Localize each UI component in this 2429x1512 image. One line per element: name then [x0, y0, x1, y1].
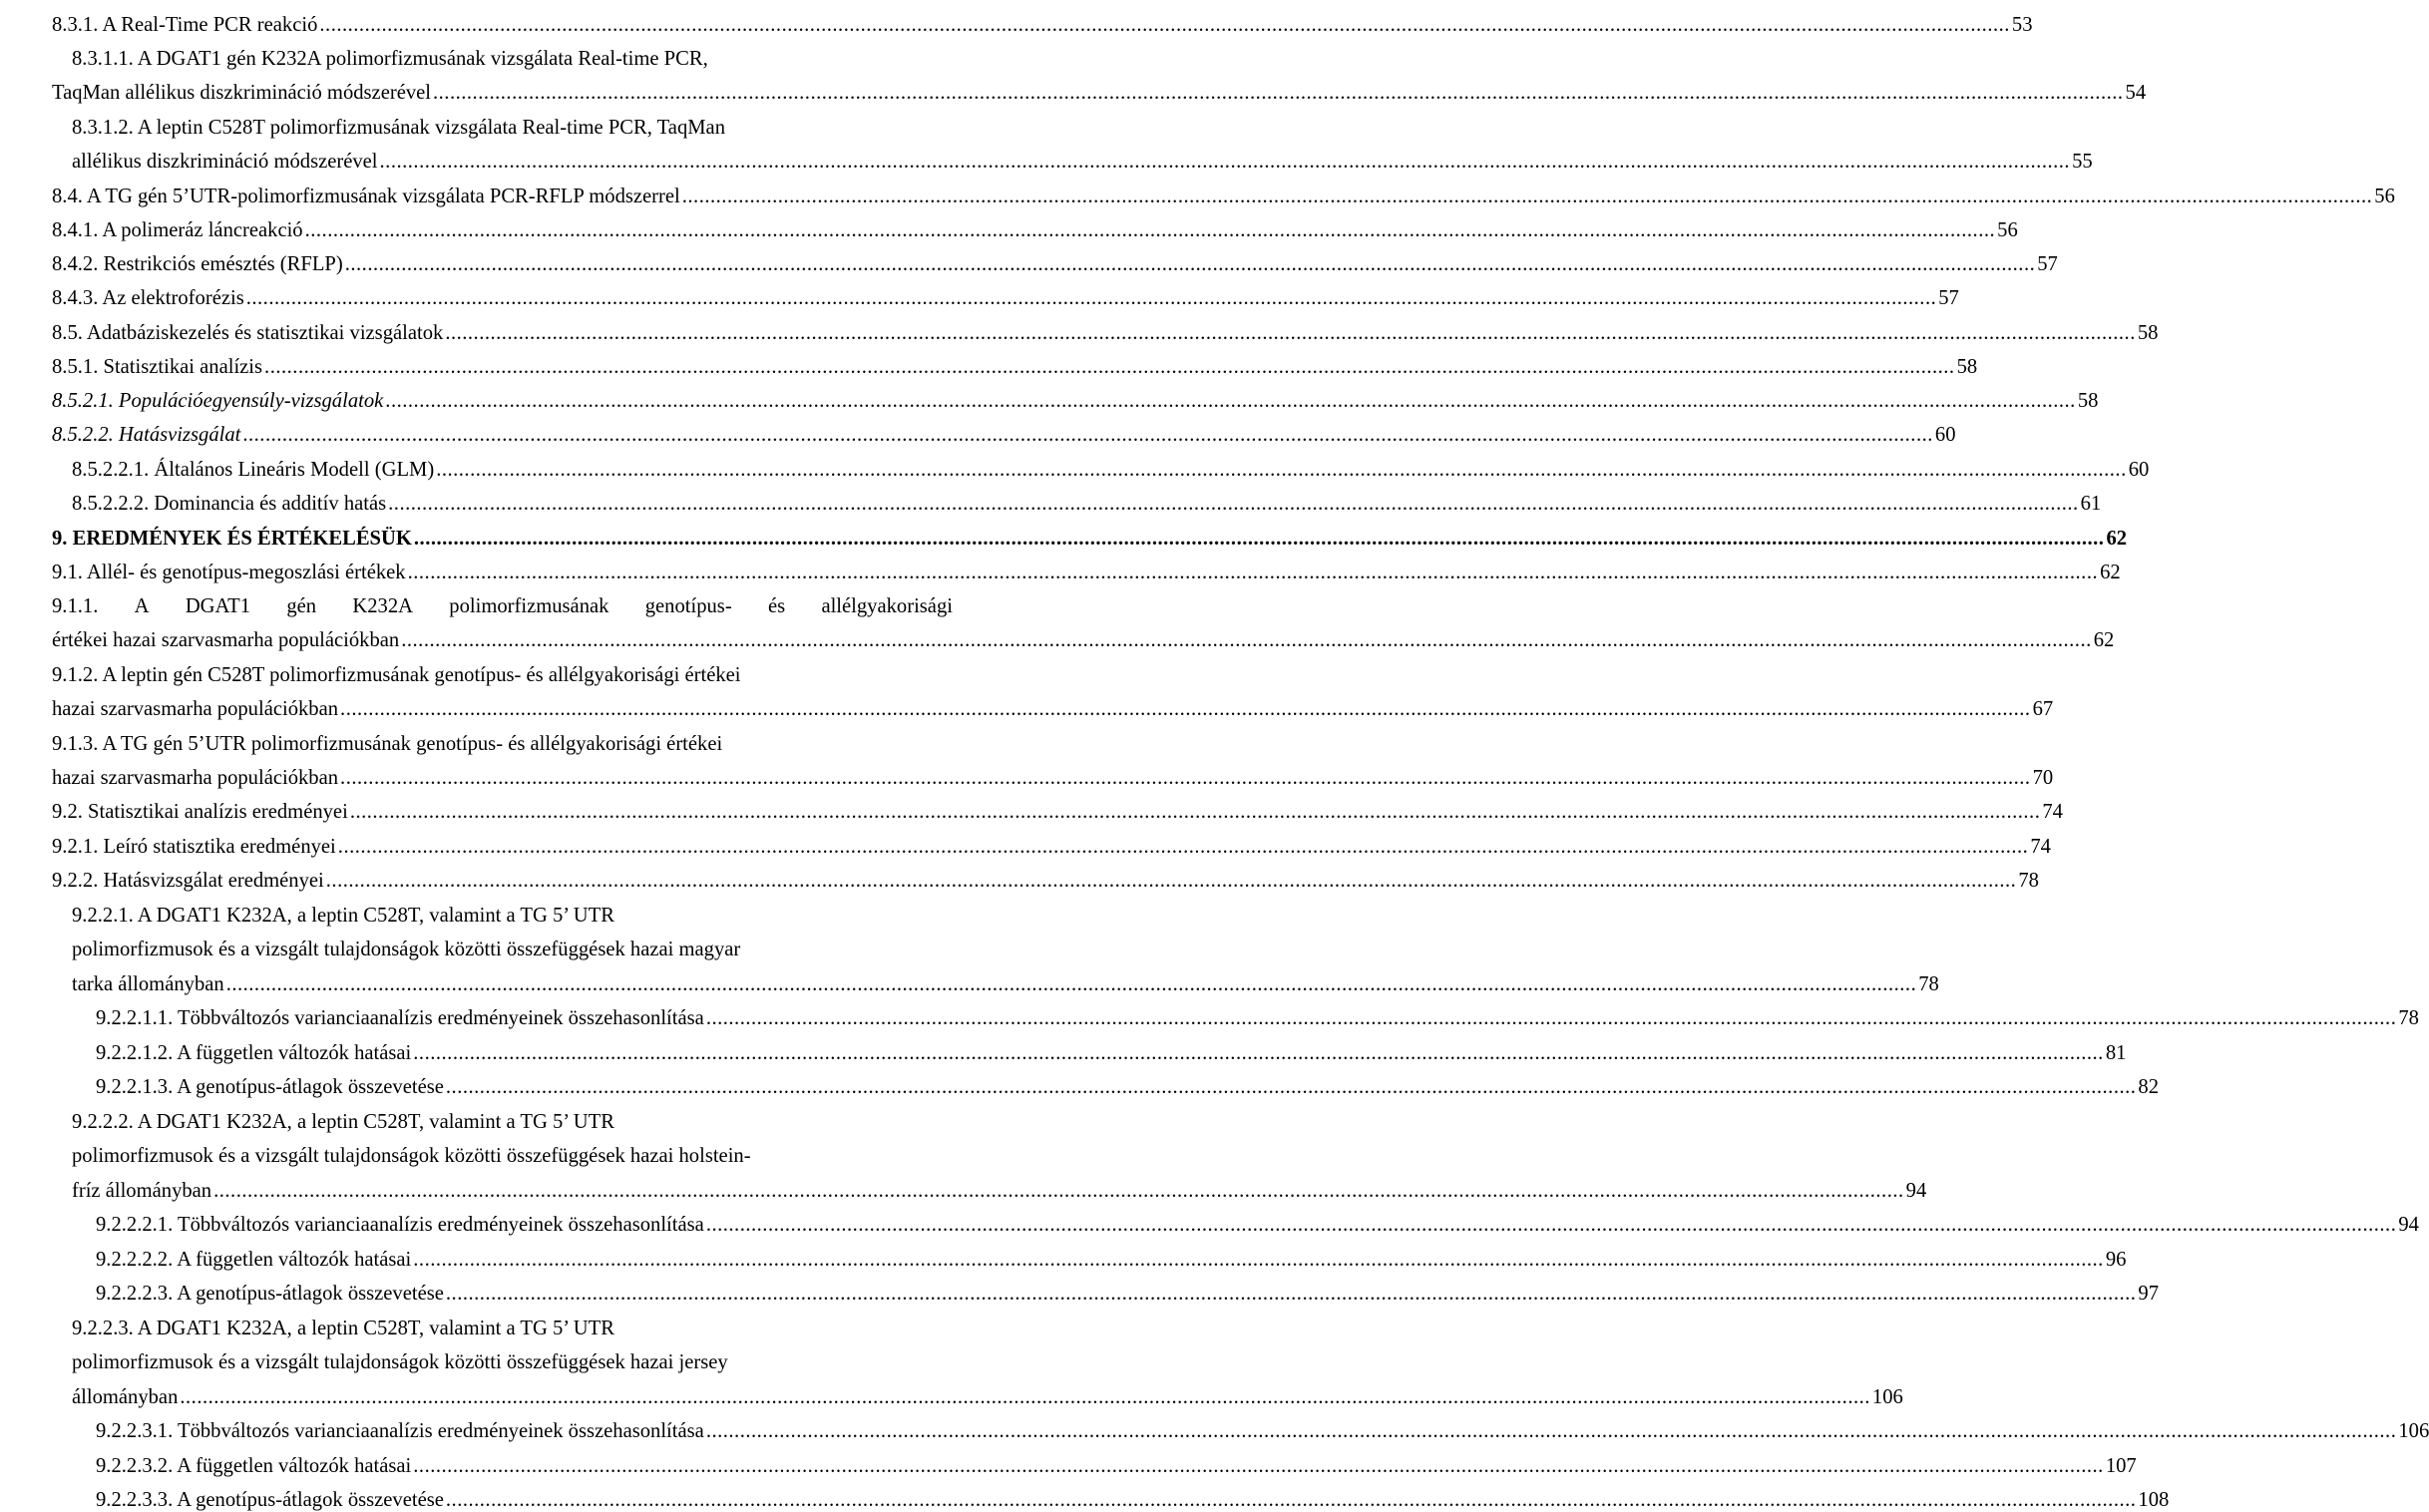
toc-line[interactable] — [72, 928, 953, 961]
dot-leader: ............................................................................................................................................................................................................................................................................................................ — [413, 1455, 2104, 1477]
toc-line[interactable] — [52, 3, 2033, 37]
toc-entry-text: 8.5.2.2.2. Dominancia és additív hatás — [72, 493, 387, 515]
dot-leader: ............................................................................................................................................................................................................................................................................................................ — [445, 1076, 2137, 1098]
toc-page-number: 58 — [2137, 322, 2159, 344]
toc-page-number: 108 — [2138, 1489, 2170, 1511]
toc-entry-text: 9.2.2.2.3. A genotípus-átlagok összevetése — [96, 1283, 444, 1305]
toc-page-number: 81 — [2105, 1042, 2127, 1064]
toc-line[interactable] — [52, 517, 2128, 551]
toc-line[interactable] — [96, 1065, 2160, 1099]
toc-page-number: 67 — [2032, 698, 2054, 720]
toc-page-number: 106 — [2398, 1420, 2429, 1442]
toc-line[interactable] — [96, 1409, 2429, 1443]
toc-entry-text: 8.5.2.1. Populációegyensúly-vizsgálatok — [52, 390, 384, 412]
toc-entry-text: 8.4.2. Restrikciós emésztés (RFLP) — [52, 253, 343, 275]
toc-line[interactable] — [96, 1444, 2137, 1478]
dot-leader: ............................................................................................................................................................................................................................................................................................................ — [445, 1283, 2137, 1305]
toc-line[interactable] — [52, 551, 2121, 584]
toc-line[interactable] — [72, 140, 2093, 174]
toc-page-number: 62 — [2100, 562, 2121, 583]
dot-leader: ............................................................................................................................................................................................................................................................................................................ — [413, 1249, 2104, 1271]
toc-page-number: 57 — [2037, 253, 2058, 275]
toc-line[interactable] — [72, 1340, 953, 1374]
dot-leader: ............................................................................................................................................................................................................................................................................................................ — [388, 493, 2079, 515]
toc-entry-text: 9.2.2.1.3. A genotípus-átlagok összevetése — [96, 1076, 444, 1098]
toc-page-number: 60 — [2128, 459, 2150, 481]
toc-entry-text: 9.2.2.3.1. Többváltozós varianciaanalízis eredményeinek összehasonlítása — [96, 1420, 704, 1442]
toc-entry-text: 9.2.2.2. A DGAT1 K232A, a leptin C528T, valamint a TG 5’ UTR — [72, 1111, 614, 1133]
toc-line[interactable] — [96, 996, 2419, 1030]
toc-entry-text: 8.3.1. A Real-Time PCR reakció — [52, 14, 318, 36]
toc-line[interactable] — [72, 1375, 1903, 1409]
toc-line[interactable] — [96, 1478, 2170, 1512]
toc-page-number: 94 — [1905, 1180, 1927, 1202]
dot-leader: ............................................................................................................................................................................................................................................................................................................ — [340, 767, 2031, 789]
toc-line[interactable] — [52, 687, 2054, 721]
toc-entry-text: 8.5.2.2.1. Általános Lineáris Modell (GLM) — [72, 459, 435, 481]
toc-entry-text: polimorfizmusok és a vizsgált tulajdonságok közötti összefüggések hazai jersey — [72, 1351, 728, 1373]
toc-line[interactable] — [72, 962, 1939, 996]
toc-entry-text: 9.1.3. A TG gén 5’UTR polimorfizmusának genotípus- és allélgyakorisági értékei — [52, 733, 723, 755]
toc-line[interactable] — [52, 71, 2147, 105]
toc-line[interactable] — [72, 1100, 953, 1134]
toc-page-number: 78 — [2398, 1007, 2419, 1029]
toc-page-number: 60 — [1934, 424, 1956, 446]
toc-page-number: 78 — [1918, 973, 1939, 995]
toc-page-number: 57 — [1938, 287, 1959, 309]
toc-line[interactable] — [72, 448, 2150, 482]
dot-leader: ............................................................................................................................................................................................................................................................................................................ — [225, 973, 1917, 995]
toc-line[interactable] — [96, 1203, 2419, 1237]
toc-line[interactable] — [52, 379, 2099, 413]
toc-entry-text: fríz állományban — [72, 1180, 212, 1202]
dot-leader: ............................................................................................................................................................................................................................................................................................................ — [245, 287, 1937, 309]
toc-line[interactable] — [52, 208, 2018, 242]
toc-entry-text: 8.4. A TG gén 5’UTR-polimorfizmusának vizsgálata PCR-RFLP módszerrel — [52, 186, 680, 207]
toc-line[interactable] — [52, 345, 1978, 379]
toc-entry-text: 9.2.2.2.2. A független változók hatásai — [96, 1249, 412, 1271]
toc-entry-text: 8.5.2.2. Hatásvizsgálat — [52, 424, 241, 446]
dot-leader: ............................................................................................................................................................................................................................................................................................................ — [349, 801, 2041, 823]
toc-entry-text: 8.5. Adatbáziskezelés és statisztikai vizsgálatok — [52, 322, 444, 344]
dot-leader: ............................................................................................................................................................................................................................................................................................................ — [344, 253, 2036, 275]
toc-entry-text: tarka állományban — [72, 973, 224, 995]
toc-page-number: 54 — [2125, 82, 2147, 104]
toc-entry-text: 8.4.3. Az elektroforézis — [52, 287, 244, 309]
dot-leader: ............................................................................................................................................................................................................................................................................................................ — [337, 836, 2029, 858]
toc-entry-text: 9.2.2.1. A DGAT1 K232A, a leptin C528T, valamint a TG 5’ UTR — [72, 905, 614, 927]
dot-leader: ............................................................................................................................................................................................................................................................................................................ — [436, 459, 2127, 481]
toc-page-number: 58 — [1956, 356, 1978, 378]
toc-page-number: 107 — [2105, 1455, 2137, 1477]
toc-entry-text: 9.2.2.3. A DGAT1 K232A, a leptin C528T, valamint a TG 5’ UTR — [72, 1318, 614, 1339]
toc-entry-text: 9.1.1. A DGAT1 gén K232A polimorfizmusának genotípus- és allélgyakorisági — [52, 595, 953, 617]
toc-line[interactable] — [72, 1307, 953, 1340]
toc-line[interactable] — [52, 618, 2115, 652]
toc-line[interactable] — [52, 242, 2058, 276]
toc-page-number: 53 — [2011, 14, 2033, 36]
toc-page-number: 74 — [2030, 836, 2051, 858]
toc-entry-text: 9.2.2.3.2. A független változók hatásai — [96, 1455, 412, 1477]
toc-entry-text: 9.2.2.2.1. Többváltozós varianciaanalízis eredményeinek összehasonlítása — [96, 1214, 704, 1236]
toc-page-number: 58 — [2077, 390, 2099, 412]
toc-entry-text: állományban — [72, 1386, 179, 1408]
toc-entry-text: értékei hazai szarvasmarha populációkban — [52, 629, 400, 651]
toc-entry-text: 9. EREDMÉNYEK ÉS ÉRTÉKELÉSÜK — [52, 528, 412, 550]
toc-page-number: 82 — [2138, 1076, 2160, 1098]
toc-line[interactable] — [96, 1238, 2127, 1272]
toc-line[interactable] — [52, 825, 2051, 859]
toc-line[interactable] — [72, 1169, 1927, 1203]
dot-leader: ............................................................................................................................................................................................................................................................................................................ — [340, 698, 2031, 720]
toc-entry-text: 8.3.1.2. A leptin C528T polimorfizmusának vizsgálata Real-time PCR, TaqMan — [72, 117, 725, 139]
toc-line[interactable] — [52, 722, 953, 756]
dot-leader: ............................................................................................................................................................................................................................................................................................................ — [445, 1489, 2137, 1511]
toc-line[interactable] — [52, 859, 2039, 893]
dot-leader: ............................................................................................................................................................................................................................................................................................................ — [319, 14, 2010, 36]
toc-line[interactable] — [52, 311, 2159, 345]
toc-page-number: 74 — [2042, 801, 2063, 823]
toc-page-number: 61 — [2080, 493, 2102, 515]
toc-page-number: 97 — [2138, 1283, 2160, 1305]
toc-line[interactable] — [72, 37, 953, 71]
toc-page-number: 62 — [2106, 528, 2128, 550]
toc-page-number: 70 — [2032, 767, 2054, 789]
toc-line[interactable] — [96, 1272, 2160, 1306]
toc-page-number: 55 — [2072, 151, 2093, 173]
toc-page-number: 56 — [2374, 186, 2395, 207]
dot-leader: ............................................................................................................................................................................................................................................................................................................ — [264, 356, 1955, 378]
toc-line[interactable] — [52, 175, 2395, 208]
toc-entry-text: polimorfizmusok és a vizsgált tulajdonságok közötti összefüggések hazai holstein- — [72, 1145, 751, 1167]
toc-entry-text: 9.2.2.1.1. Többváltozós varianciaanalízis eredményeinek összehasonlítása — [96, 1007, 704, 1029]
toc-line[interactable] — [72, 106, 953, 140]
toc-entry-text: allélikus diszkrimináció módszerével — [72, 151, 378, 173]
toc-line[interactable] — [52, 653, 953, 687]
toc-line[interactable] — [52, 413, 1956, 447]
dot-leader: ............................................................................................................................................................................................................................................................................................................ — [180, 1386, 1870, 1408]
toc-line[interactable] — [52, 790, 2063, 824]
toc-page-number: 106 — [1871, 1386, 1903, 1408]
toc-entry-text: polimorfizmusok és a vizsgált tulajdonságok közötti összefüggések hazai magyar — [72, 939, 741, 960]
toc-entry-text: 8.4.1. A polimeráz láncreakció — [52, 219, 303, 241]
dot-leader: ............................................................................................................................................................................................................................................................................................................ — [433, 82, 2124, 104]
toc-page-number: 78 — [2018, 870, 2039, 892]
toc-line[interactable] — [52, 276, 1959, 310]
toc-entry-text: 8.5.1. Statisztikai analízis — [52, 356, 263, 378]
toc-entry-text: 9.2.2.1.2. A független változók hatásai — [96, 1042, 412, 1064]
toc-line[interactable] — [72, 894, 953, 928]
toc-entry-text: hazai szarvasmarha populációkban — [52, 767, 339, 789]
toc-entry-text: hazai szarvasmarha populációkban — [52, 698, 339, 720]
dot-leader: ............................................................................................................................................................................................................................................................................................................ — [705, 1420, 2397, 1442]
toc-line[interactable] — [52, 756, 2054, 790]
dot-leader: ............................................................................................................................................................................................................................................................................................................ — [445, 322, 2136, 344]
dot-leader: ............................................................................................................................................................................................................................................................................................................ — [413, 1042, 2104, 1064]
toc-page-number: 94 — [2398, 1214, 2419, 1236]
dot-leader: ............................................................................................................................................................................................................................................................................................................ — [379, 151, 2071, 173]
toc-entry-text: 9.1.2. A leptin gén C528T polimorfizmusának genotípus- és allélgyakorisági értékei — [52, 664, 741, 686]
dot-leader: ............................................................................................................................................................................................................................................................................................................ — [705, 1214, 2397, 1236]
toc-entry-text: 9.1. Allél- és genotípus-megoszlási értékek — [52, 562, 406, 583]
dot-leader: ............................................................................................................................................................................................................................................................................................................ — [385, 390, 2076, 412]
dot-leader: ............................................................................................................................................................................................................................................................................................................ — [304, 219, 1996, 241]
toc-page-number: 96 — [2105, 1249, 2127, 1271]
dot-leader: ............................................................................................................................................................................................................................................................................................................ — [401, 629, 2092, 651]
toc-line[interactable] — [96, 1031, 2127, 1065]
toc-entry-text: 8.3.1.1. A DGAT1 gén K232A polimorfizmusának vizsgálata Real-time PCR, — [72, 48, 708, 70]
toc-line[interactable] — [72, 1134, 953, 1168]
toc-entry-text: 9.2.2.3.3. A genotípus-átlagok összevetése — [96, 1489, 444, 1511]
toc-entry-text: TaqMan allélikus diszkrimináció módszerével — [52, 82, 431, 104]
dot-leader: ............................................................................................................................................................................................................................................................................................................ — [413, 528, 2105, 550]
dot-leader: ............................................................................................................................................................................................................................................................................................................ — [705, 1007, 2397, 1029]
toc-entry-text: 9.2.1. Leíró statisztika eredményei — [52, 836, 336, 858]
toc-entry-text: 9.2.2. Hatásvizsgálat eredményei — [52, 870, 324, 892]
dot-leader: ............................................................................................................................................................................................................................................................................................................ — [681, 186, 2373, 207]
dot-leader: ............................................................................................................................................................................................................................................................................................................ — [242, 424, 1933, 446]
toc-line[interactable] — [52, 584, 953, 618]
dot-leader: ............................................................................................................................................................................................................................................................................................................ — [407, 562, 2099, 583]
toc-line[interactable] — [72, 482, 2102, 516]
dot-leader: ............................................................................................................................................................................................................................................................................................................ — [325, 870, 2017, 892]
toc-page-number: 62 — [2093, 629, 2115, 651]
dot-leader: ............................................................................................................................................................................................................................................................................................................ — [213, 1180, 1904, 1202]
toc-page-number: 56 — [1997, 219, 2018, 241]
toc-entry-text: 9.2. Statisztikai analízis eredményei — [52, 801, 348, 823]
